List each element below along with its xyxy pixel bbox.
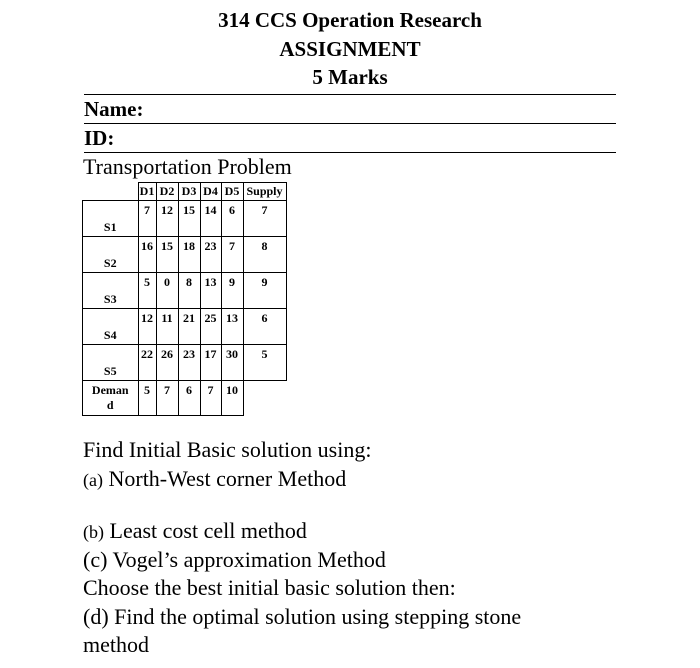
- supply-cell: 5: [243, 345, 286, 381]
- table-row: [83, 345, 287, 381]
- cost-cell: 12: [156, 201, 178, 237]
- demand-cell: 5: [138, 381, 156, 416]
- demand-cell: 10: [221, 381, 243, 416]
- cost-cell: 7: [221, 237, 243, 273]
- section-title: Transportation Problem: [83, 154, 292, 179]
- column-header: D3: [178, 183, 200, 201]
- cost-cell: 13: [221, 309, 243, 345]
- instruction-a-text: North-West corner Method: [108, 466, 347, 491]
- instruction-b-prefix: (b): [83, 522, 104, 542]
- cost-cell: 9: [221, 273, 243, 309]
- assignment-title: ASSIGNMENT: [279, 36, 421, 61]
- instruction-b: [83, 518, 307, 545]
- table-header-row: [83, 183, 287, 201]
- table-row: [83, 309, 287, 345]
- row-label: S2: [83, 237, 139, 273]
- supply-cell: 8: [243, 237, 286, 273]
- supply-cell: 9: [243, 273, 286, 309]
- row-label: S3: [83, 273, 139, 309]
- cost-cell: 8: [178, 273, 200, 309]
- cost-cell: 11: [156, 309, 178, 345]
- cost-cell: 22: [138, 345, 156, 381]
- column-header-supply: Supply: [243, 183, 286, 201]
- cost-cell: 16: [138, 237, 156, 273]
- cost-cell: 26: [156, 345, 178, 381]
- table-row: [83, 273, 287, 309]
- instruction-choose: Choose the best initial basic solution then:: [83, 575, 456, 600]
- instruction-intro: Find Initial Basic solution using:: [83, 437, 372, 462]
- row-label: S4: [83, 309, 139, 345]
- instruction-c: (c) Vogel’s approximation Method: [83, 547, 386, 572]
- id-field-label: ID:: [84, 126, 115, 150]
- table-row: [83, 201, 287, 237]
- cost-cell: 21: [178, 309, 200, 345]
- column-header: D1: [138, 183, 156, 201]
- cost-cell: 25: [200, 309, 221, 345]
- cost-cell: 12: [138, 309, 156, 345]
- transportation-table: [82, 182, 287, 416]
- cost-cell: 23: [178, 345, 200, 381]
- cost-cell: 14: [200, 201, 221, 237]
- name-field-line: [84, 123, 616, 124]
- table-corner: [83, 183, 139, 201]
- instruction-a-prefix: (a): [83, 470, 103, 490]
- course-title: 314 CCS Operation Research: [218, 8, 482, 32]
- assignment-header: [0, 6, 700, 92]
- demand-label: [83, 381, 139, 416]
- demand-label-line1: Deman: [91, 383, 129, 397]
- supply-cell: 7: [243, 201, 286, 237]
- cost-cell: 7: [138, 201, 156, 237]
- name-field-label: Name:: [84, 97, 144, 121]
- instruction-a: [83, 466, 346, 493]
- cost-cell: 15: [178, 201, 200, 237]
- row-label: S1: [83, 201, 139, 237]
- cost-cell: 30: [221, 345, 243, 381]
- demand-label-line2: d: [106, 398, 114, 412]
- column-header: D5: [221, 183, 243, 201]
- marks-label: 5 Marks: [312, 65, 388, 89]
- cost-cell: 23: [200, 237, 221, 273]
- cost-cell: 0: [156, 273, 178, 309]
- cost-cell: 17: [200, 345, 221, 381]
- id-field-line: [84, 152, 616, 153]
- demand-row: [83, 381, 287, 416]
- demand-cell: 6: [178, 381, 200, 416]
- instruction-d-line2: method: [83, 632, 149, 657]
- cost-cell: 5: [138, 273, 156, 309]
- demand-blank: [243, 381, 286, 416]
- demand-cell: 7: [200, 381, 221, 416]
- instruction-b-text: Least cost cell method: [109, 518, 307, 543]
- supply-cell: 6: [243, 309, 286, 345]
- cost-cell: 15: [156, 237, 178, 273]
- demand-cell: 7: [156, 381, 178, 416]
- instruction-d-line1: (d) Find the optimal solution using stepping stone: [83, 604, 522, 629]
- table-row: [83, 237, 287, 273]
- cost-cell: 18: [178, 237, 200, 273]
- divider: [84, 94, 616, 95]
- column-header: D4: [200, 183, 221, 201]
- column-header: D2: [156, 183, 178, 201]
- cost-cell: 6: [221, 201, 243, 237]
- cost-cell: 13: [200, 273, 221, 309]
- row-label: S5: [83, 345, 139, 381]
